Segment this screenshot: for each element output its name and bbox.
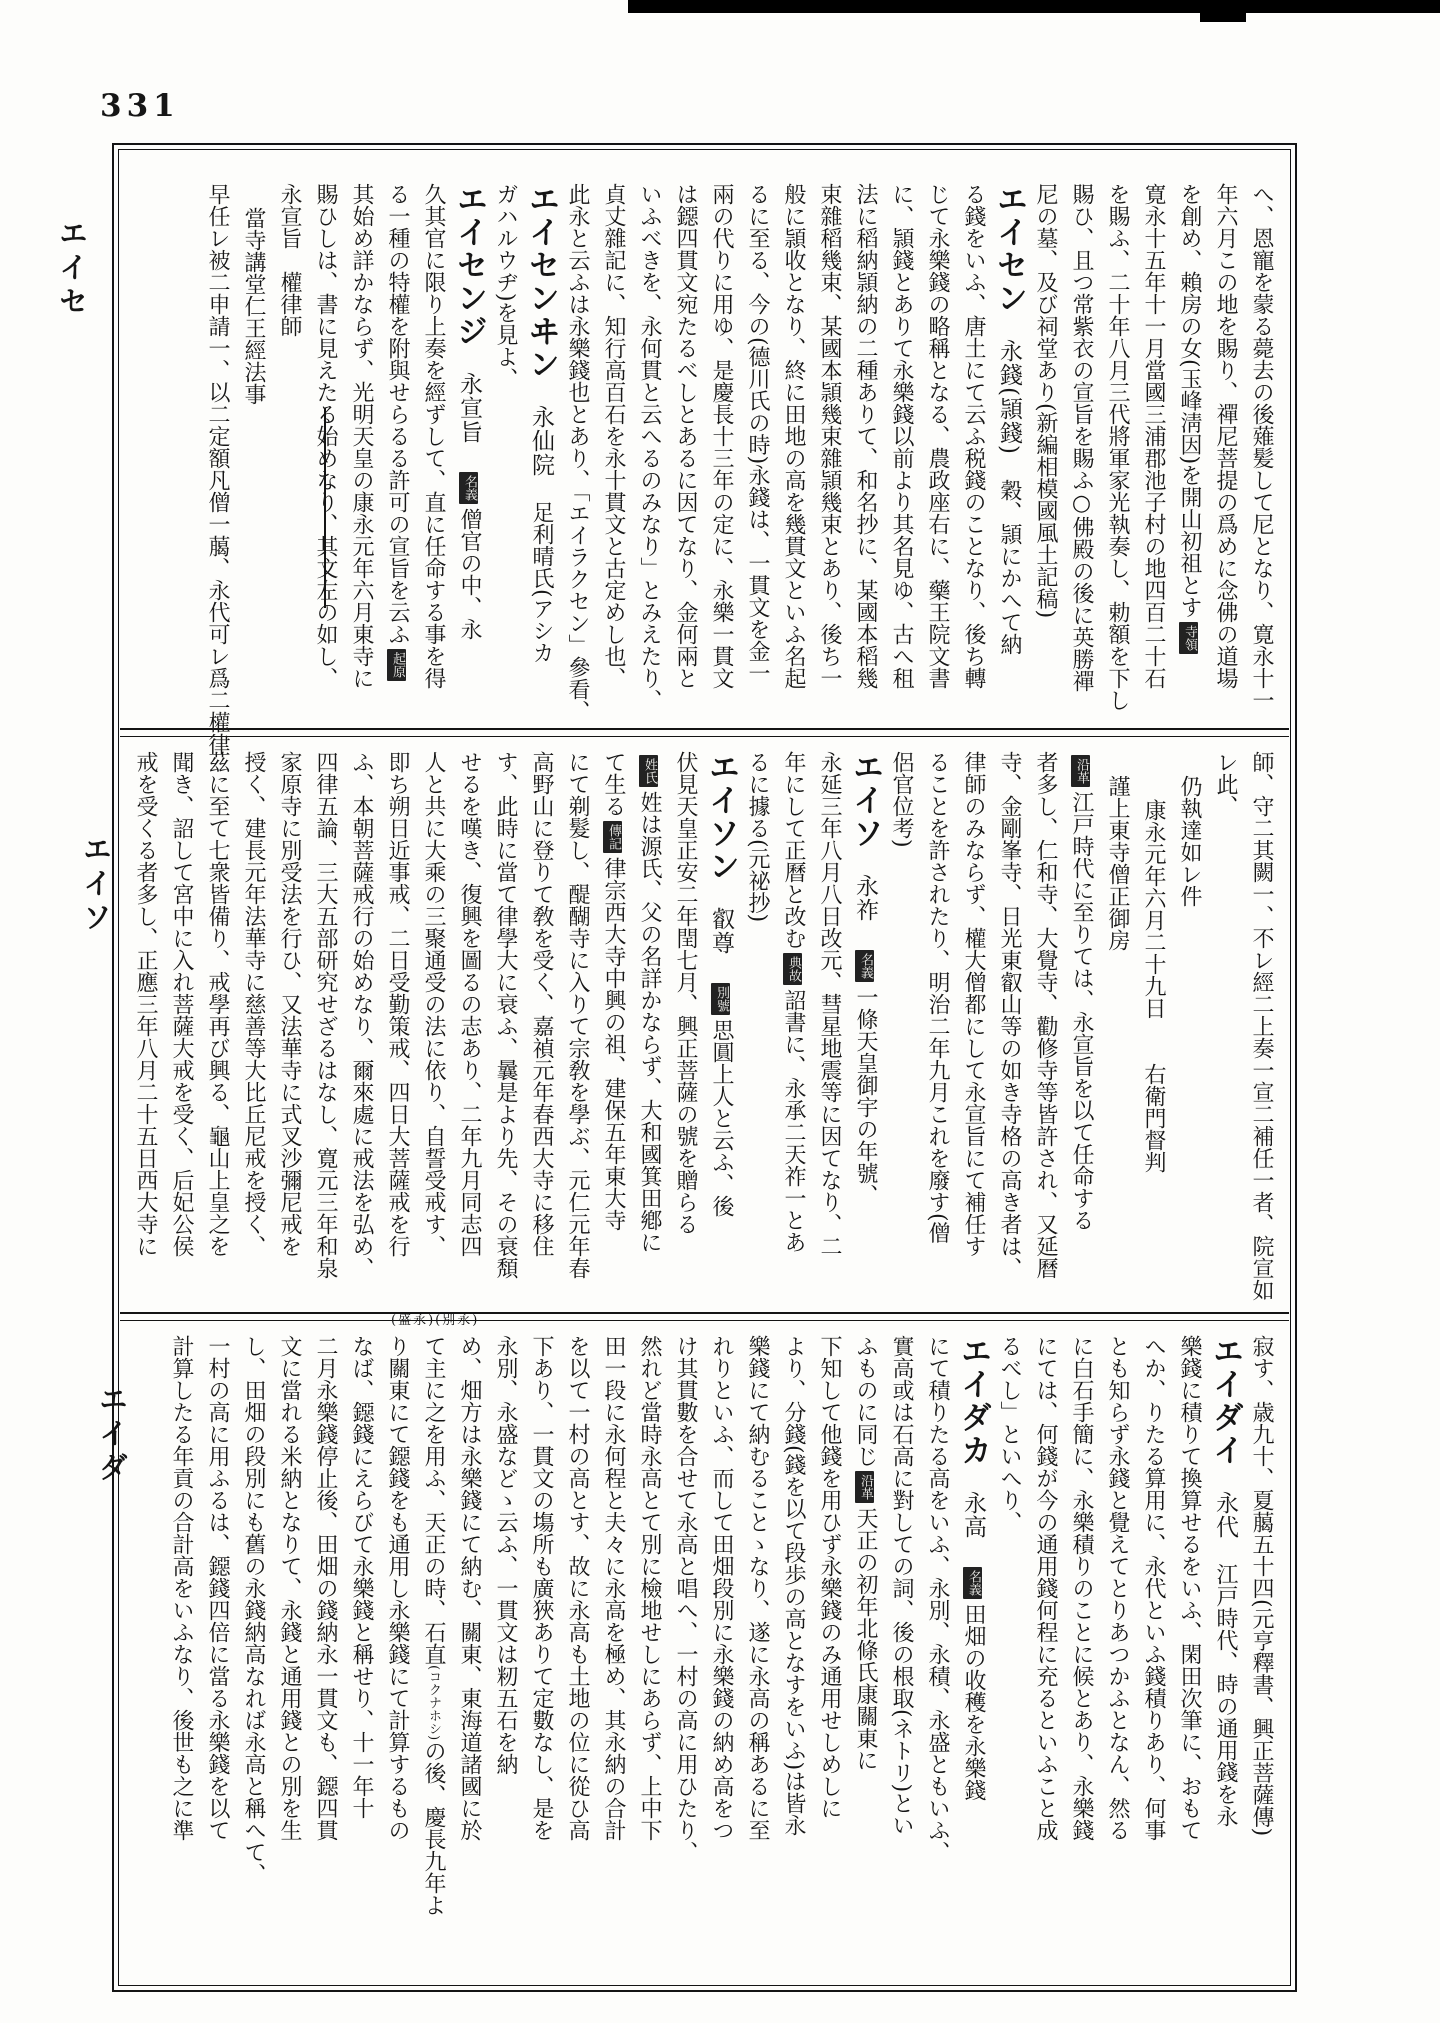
text-column <box>667 183 703 755</box>
body-text: て生る <box>601 751 626 817</box>
body-text: にては、何錢が今の通用錢何程に充るといふこと成 <box>1033 1335 1058 1841</box>
body-text: 一村の高に用ふるは、鐚錢四倍に當る永樂錢を以て <box>205 1335 230 1841</box>
entry-headword: エイソン <box>703 751 739 883</box>
body-text: 下知して他錢を用ひず永樂錢のみ通用せしめしに <box>817 1335 842 1819</box>
body-text: す、此時に當て律學大に衰ふ、曩是より先、その衰頽 <box>493 751 518 1279</box>
body-text: 兩の代りに用ゆ、是慶長十三年の定に、永樂一貫文 <box>709 183 734 689</box>
text-column <box>163 751 199 1321</box>
body-text: 法に稻納頴納の二種ありて、和名抄に、某國本稻幾 <box>853 183 878 689</box>
top-scan-bar-nub <box>1200 0 1246 22</box>
text-column <box>667 751 703 1321</box>
body-text: 人と共に大乘の三聚通受の法に依り、自誓受戒す、 <box>421 751 446 1257</box>
text-column <box>271 751 307 1321</box>
category-tag: 寺領 <box>1179 622 1198 654</box>
entry-headword: エイダイ <box>1207 1335 1243 1467</box>
body-text: る錢をいふ、唐土にて云ふ税錢のことなり、後ち轉 <box>961 183 986 689</box>
body-text: へか、りたる算用に、永代といふ錢積りあり、何事 <box>1141 1335 1166 1841</box>
text-column <box>523 751 559 1321</box>
text-column <box>991 751 1027 1321</box>
text-column <box>703 183 739 755</box>
body-text: 僧官の中、永 <box>457 508 482 640</box>
body-text: 文に當れる米納となりて、永錢と通用錢との別を生 <box>277 1335 302 1841</box>
text-column <box>1243 1335 1279 1995</box>
entry-headword: エイセンジ <box>451 183 487 348</box>
body-text: じて永樂錢の略稱となる、農政座右に、藥王院文書 <box>925 183 950 689</box>
text-column <box>415 183 451 755</box>
text-column <box>379 751 415 1321</box>
entry-headword: エイソ <box>847 751 883 850</box>
text-column <box>1207 751 1279 1321</box>
text-column <box>523 1335 559 1995</box>
text-column <box>883 751 919 1321</box>
body-text: 年六月この地を賜り、禪尼菩提の爲めに念佛の道場 <box>1213 183 1238 689</box>
body-text: 伏見天皇正安二年閏七月、興正菩薩の號を贈らる <box>673 751 698 1235</box>
thumb-tab-eida: エイダ <box>95 1384 129 1486</box>
body-text: の後、慶長九年よ <box>421 1740 446 1917</box>
body-text: 賜ひしは、書に見えたる始めなり、其文左の如し、 <box>313 183 338 689</box>
margin-gloss: (盛永)(別永) <box>391 1313 480 1328</box>
text-column <box>595 1335 631 1995</box>
top-scan-bar <box>628 0 1440 13</box>
text-column <box>739 1335 775 1995</box>
body-text: 早任レ被二申請一、以二定額凡僧一﨟、永代可レ爲二權律 <box>205 183 230 755</box>
body-text: 授く、建長元年法華寺に慈善等大比丘尼戒を授く、 <box>241 751 266 1257</box>
text-column <box>235 751 271 1321</box>
body-text: 般に頴收となり、終に田地の高を幾貫文といふ名起 <box>781 183 806 689</box>
body-text: るべし」といへり、 <box>997 1335 1022 1533</box>
body-text: 二月永樂錢停止後、田畑の錢納永一貫文も、鐚四貫 <box>313 1335 338 1841</box>
text-column <box>1135 751 1171 1321</box>
body-text: へ、恩寵を蒙る薨去の後薙髪して尼となり、寛永十一 <box>1249 183 1274 711</box>
body-text: る一種の特權を附與せらるる許可の宣旨を云ふ <box>385 183 410 645</box>
text-column <box>163 1335 199 1995</box>
body-text: 下あり、一貫文の塲所も廣狹ありて定數なし、是を <box>529 1335 554 1841</box>
body-text: 聞き、詔して宮中に入れ菩薩大戒を受く、后妃公侯 <box>169 751 194 1257</box>
entry-headword: エイダカ <box>955 1335 991 1467</box>
text-column <box>271 183 307 755</box>
body-text: 江戸時代、時の通用錢を永 <box>1213 1563 1238 1827</box>
body-text: にて積りたる高をいふ、永別、永積、永盛ともいふ、 <box>925 1335 950 1863</box>
body-text: に白石手簡に、永樂積りのことに候とあり、永樂錢 <box>1069 1335 1094 1841</box>
text-column <box>523 183 559 755</box>
body-text: 戒を受くる者多し、正應三年八月二十五日西大寺に <box>133 751 158 1257</box>
entry-kanji: 永祚 <box>852 850 878 946</box>
text-column <box>775 1335 811 1995</box>
text-column <box>631 751 667 1321</box>
text-column <box>130 751 163 1321</box>
text-column <box>955 751 991 1321</box>
body-text: 久其官に限り上奏を經ずして、直に任命する事を得 <box>421 183 446 689</box>
body-text: 即ち朔日近事戒、二日受勤策戒、四日大菩薩戒を行 <box>385 751 410 1257</box>
thumb-tab-eiso: エイソ <box>79 834 113 936</box>
text-column <box>415 751 451 1321</box>
body-text: ふものに同じ <box>853 1335 878 1467</box>
category-tag: 名義 <box>855 950 874 982</box>
body-text: 貞丈雜記に、知行高百石を永十貫文と古定めし也、 <box>601 183 626 689</box>
body-text: 束雜稻幾束、某國本頴幾束雜頴幾束とあり、後ち一 <box>817 183 842 689</box>
body-text: 其始め詳かならず、光明天皇の康永元年六月東寺に <box>349 183 374 689</box>
category-tag: 別號 <box>711 983 730 1015</box>
text-column <box>847 1335 883 1995</box>
entry-kanji: 永高 <box>960 1467 986 1563</box>
text-column <box>199 1335 235 1995</box>
body-text: 家原寺に別受法を行ひ、又法華寺に式叉沙彌尼戒を <box>277 751 302 1257</box>
text-column <box>199 751 235 1321</box>
text-column <box>451 1335 487 1995</box>
body-text: を賜ふ、二十年八月三代將軍家光執奏し、勅額を下し <box>1105 183 1130 711</box>
body-text: 者多し、仁和寺、大覺寺、勸修寺等皆許され、又延曆 <box>1033 751 1058 1279</box>
body-text: にて剃髮し、醍醐寺に入りて宗敎を學ぶ、元仁元年春 <box>565 751 590 1279</box>
body-text: 姓は源氏、父の名詳かならず、大和國箕田鄕に <box>637 791 662 1253</box>
text-column <box>811 751 847 1321</box>
body-text: 律宗西大寺中興の祖、建保五年東大寺 <box>601 857 626 1231</box>
body-text: 樂錢にて納むることゝなり、遂に永高の稱あるに至 <box>745 1335 770 1841</box>
entry-kanji: 永宣旨 <box>456 348 482 468</box>
text-column <box>559 183 595 755</box>
text-column <box>1207 183 1243 755</box>
body-text: ガハルウヂ)を見よ、 <box>493 183 518 390</box>
body-text: し、田畑の段別にも舊の永錢納高なれば永高と稱へて、 <box>241 1335 266 1885</box>
text-column <box>451 183 487 755</box>
text-column <box>847 751 883 1321</box>
body-text: 足利晴氏(アシカ <box>529 501 554 664</box>
category-tag: 傳記 <box>603 821 622 853</box>
body-text: 詔書に、永承二天祚一とあ <box>781 989 806 1253</box>
body-text: ふ、本朝菩薩戒行の始めなり、爾來處に戒法を弘め、 <box>349 751 374 1279</box>
body-text: 仍執達如レ件 <box>1177 775 1202 907</box>
body-text: 田畑の收穫を永樂錢 <box>961 1603 986 1801</box>
body-text: 師、守二其闕一、不レ經二上奏一宣二補任一者、院宣如レ此、 <box>1213 751 1274 1301</box>
body-text: 寛永十五年十一月當國三浦郡池子村の地四百二十石 <box>1141 183 1166 689</box>
text-column <box>235 1335 271 1995</box>
text-column <box>487 1335 523 1995</box>
text-column <box>487 751 523 1321</box>
text-column <box>379 183 415 755</box>
body-text: 江戸時代に至りては、永宣旨を以て任命する <box>1069 791 1094 1231</box>
body-text: 樂錢に積りて換算せるをいふ、閑田次筆に、おもて <box>1177 1335 1202 1841</box>
text-column <box>595 751 631 1321</box>
text-column <box>1171 183 1207 755</box>
body-text: 尼の墓、及び祠堂あり(新編相模國風土記稿) <box>1033 183 1058 619</box>
body-text: 侶官位考) <box>889 751 914 848</box>
text-column <box>955 183 991 755</box>
text-column <box>1171 1335 1207 1995</box>
page-number: 331 <box>100 88 180 124</box>
text-column <box>379 1335 415 1995</box>
text-column <box>1171 751 1207 1321</box>
text-column <box>991 1335 1027 1995</box>
body-text: るに至る、今の(德川氏の時)永錢は、一貫文を金一 <box>745 183 770 685</box>
text-column <box>919 183 955 755</box>
category-tag: 沿革 <box>855 1471 874 1503</box>
body-text: 高野山に登りて敎を受く、嘉禎元年春西大寺に移住 <box>529 751 554 1257</box>
text-column <box>703 1335 739 1995</box>
text-column <box>1063 183 1099 755</box>
body-text: 天正の初年北條氏康關東に <box>853 1507 878 1771</box>
body-text: いふべきを、永何貫と云へるのみなり」とみえたり、 <box>637 183 662 711</box>
text-column <box>775 751 811 1321</box>
text-column <box>415 1335 451 1995</box>
text-column <box>1099 751 1135 1321</box>
body-text: なば、鐚錢にえらびて永樂錢と稱せり、十一年十 <box>349 1335 374 1819</box>
text-column <box>1027 183 1063 755</box>
body-text: 四律五論、三大五部研究せざるはなし、寛元三年和泉 <box>313 751 338 1279</box>
body-text: を以て一村の高とす、故に永高も土地の位に從ひ高 <box>565 1335 590 1841</box>
body-text: 律師のみならず、權大僧都にして永宣旨にて補任す <box>961 751 986 1257</box>
content-box <box>112 143 1297 1992</box>
section-middle <box>130 739 1279 1321</box>
category-tag: 名義 <box>459 472 478 504</box>
section-bottom <box>130 1321 1279 1995</box>
body-text: 實高或は石高に對しての詞、後の根取(ネトリ)とい <box>889 1335 914 1837</box>
text-column <box>991 183 1027 755</box>
text-column <box>739 183 775 755</box>
body-text: れりといふ、而して田畑段別に永樂錢の納め高をつ <box>709 1335 734 1841</box>
entry-kanji: 永錢(頴錢) <box>996 315 1022 479</box>
text-column <box>631 1335 667 1995</box>
text-column <box>811 1335 847 1995</box>
body-text: 寺、金剛峯寺、日光東叡山等の如き寺格の高き者は、 <box>997 751 1022 1279</box>
body-text: 此永と云ふは永樂錢也とあり、「エイラクセン」參看、 <box>565 183 590 722</box>
body-text: とも知らず永錢と覺えてとりあつかふとなん、然る <box>1105 1335 1130 1841</box>
body-text: り關東にて鐚錢をも通用し永樂錢にて計算するもの <box>385 1335 410 1841</box>
entry-headword: エイセンヰン <box>523 183 559 381</box>
body-text: るに據る(元祕抄) <box>745 751 770 923</box>
text-column <box>1027 751 1063 1321</box>
body-text: ることを許されたり、明治二年九月これを廢す(僧 <box>925 751 950 1244</box>
text-column <box>883 1335 919 1995</box>
text-column <box>199 183 235 755</box>
text-column <box>739 751 775 1321</box>
body-text: せるを嘆き、復興を圖るの志あり、二年九月同志四 <box>457 751 482 1257</box>
text-column <box>883 183 919 755</box>
body-text: 茲に至て七衆皆備り、戒學再び興る、龜山上皇之を <box>205 751 230 1257</box>
body-text: 田一段に永何程と夫々に永高を極め、其永納の合計 <box>601 1335 626 1841</box>
text-column <box>811 183 847 755</box>
text-column <box>1063 1335 1099 1995</box>
text-column <box>1099 1335 1135 1995</box>
text-column <box>703 751 739 1321</box>
text-column <box>271 1335 307 1995</box>
entry-kanji: 永仙院 <box>528 381 554 501</box>
entry-kanji: 永代 <box>1212 1467 1238 1563</box>
text-column <box>1243 183 1279 755</box>
body-text: 永延三年八月八日改元、彗星地震等に因てなり、二 <box>817 751 842 1257</box>
entry-headword: エイセン <box>991 183 1027 315</box>
body-text: 當寺講堂仁王經法事 <box>241 207 266 405</box>
text-column <box>559 1335 595 1995</box>
furigana: (コクナホシ) <box>426 1665 441 1741</box>
category-tag: 起原 <box>387 649 406 681</box>
text-column <box>343 183 379 755</box>
body-text: 然れど當時永高とて別に檢地せしにあらず、上中下 <box>637 1335 662 1841</box>
text-column <box>775 183 811 755</box>
body-text: を創め、賴房の女(玉峰淸因)を開山初祖とす <box>1177 183 1202 619</box>
body-text: に、頴錢とありて永樂錢以前より其名見ゆ、古へ租 <box>889 183 914 689</box>
text-column <box>667 1335 703 1995</box>
body-text: 穀、頴にかへて納 <box>997 478 1022 655</box>
body-text: 永別、永盛などゝ云ふ、一貫文は籾五石を納 <box>493 1335 518 1775</box>
body-text: 寂す、歳九十、夏﨟五十四(元亨釋書、興正菩薩傳) <box>1249 1335 1274 1837</box>
text-column <box>955 1335 991 1995</box>
text-column <box>451 751 487 1321</box>
section-top <box>130 155 1279 755</box>
text-column <box>487 183 523 755</box>
body-text: 謹上東寺僧正御房 <box>1105 775 1130 951</box>
body-text: より、分錢(錢を以て段歩の高となすをいふ)は皆永 <box>781 1335 806 1837</box>
text-column <box>559 751 595 1321</box>
category-tag: 姓氏 <box>639 755 658 787</box>
body-text: 永宣旨 權律師 <box>277 183 302 337</box>
text-column <box>235 183 271 755</box>
text-column <box>1063 751 1099 1321</box>
body-text: け其貫數を合せて永高と唱へ、一村の高に用ひたり、 <box>673 1335 698 1863</box>
category-tag: 典故 <box>783 953 802 985</box>
body-text: 思圓上人と云ふ、後 <box>709 1019 734 1217</box>
text-column <box>919 1335 955 1995</box>
text-column <box>1135 1335 1171 1995</box>
body-text: 年にして正曆と改む <box>781 751 806 949</box>
text-column <box>1027 1335 1063 1995</box>
category-tag: 沿革 <box>1071 755 1090 787</box>
entry-kanji: 叡尊 <box>708 883 734 979</box>
text-column <box>847 183 883 755</box>
text-column <box>919 751 955 1321</box>
category-tag: 名義 <box>963 1567 982 1599</box>
body-text: 賜ひ、且つ常紫衣の宣旨を賜ふ○佛殿の後に英勝禪 <box>1069 183 1094 692</box>
thumb-tab-eise: エイセ <box>55 218 89 320</box>
text-column <box>307 1335 343 1995</box>
text-column <box>595 183 631 755</box>
body-text: は鐚四貫文宛たるべしとあるに因てなり、金何兩と <box>673 183 698 689</box>
body-text: 計算したる年貢の合計高をいふなり、後世も之に準 <box>169 1335 194 1841</box>
text-column <box>631 183 667 755</box>
text-column <box>1207 1335 1243 1995</box>
body-text: て主に之を用ふ、天正の時、石直 <box>421 1335 446 1665</box>
body-text: め、畑方は永樂錢にて納む、關東、東海道諸國に於 <box>457 1335 482 1841</box>
text-column <box>343 1335 379 1995</box>
body-text: 康永元年六月二十九日 右衛門督判 <box>1141 799 1166 1173</box>
text-column <box>307 751 343 1321</box>
body-text: 一條天皇御宇の年號、 <box>853 986 878 1206</box>
text-column <box>343 751 379 1321</box>
text-column <box>1099 183 1135 755</box>
text-column <box>1135 183 1171 755</box>
